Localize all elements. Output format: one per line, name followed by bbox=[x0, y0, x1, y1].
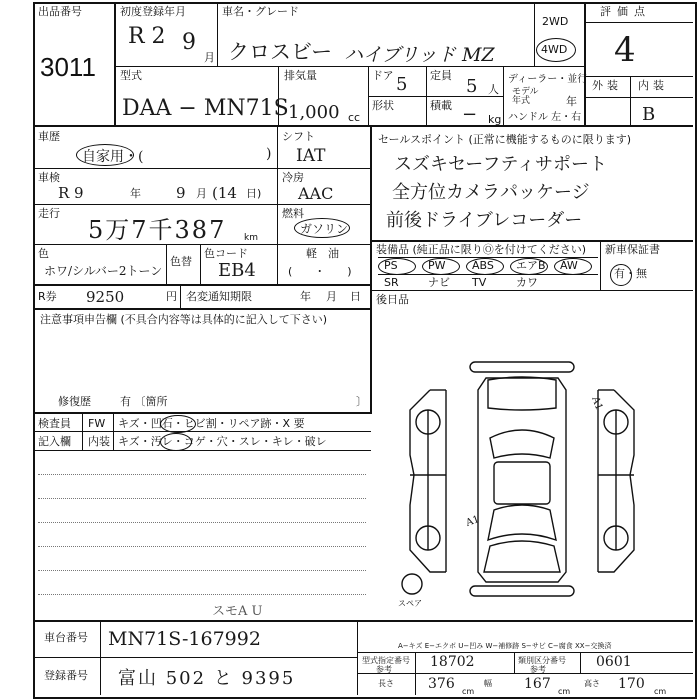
car-damage-diagram bbox=[390, 350, 690, 615]
drive-2wd-option: 2WD bbox=[542, 15, 569, 28]
load-label: 積載 bbox=[430, 99, 452, 112]
model-name: クロスビー bbox=[228, 40, 333, 64]
first-reg-era: R 2 bbox=[128, 24, 166, 49]
spare-tire-icon bbox=[402, 574, 422, 594]
sales-point-2: 全方位カメラパッケージ bbox=[392, 182, 590, 203]
ac-label: 冷房 bbox=[282, 171, 304, 184]
dealer-label: ディーラー・並行 bbox=[508, 74, 588, 85]
ref-label-1: 参考 bbox=[376, 665, 392, 674]
capacity-label: 定員 bbox=[430, 69, 452, 82]
dim-length-value: 376 bbox=[428, 676, 455, 692]
equipment-item-aw: AW bbox=[560, 259, 578, 272]
capacity-value: 5 bbox=[466, 76, 478, 97]
rating-value: 4 bbox=[614, 30, 636, 70]
mileage-unit: km bbox=[244, 233, 258, 243]
inspection-era: R 9 bbox=[58, 184, 84, 202]
model-grade-label: 車名・グレード bbox=[222, 5, 299, 18]
rating-label: 評価点 bbox=[600, 5, 651, 18]
warranty-value: 有・無 bbox=[614, 267, 647, 280]
first-reg-label: 初度登録年月 bbox=[120, 5, 186, 18]
rear-seat-label: 後日品 bbox=[376, 293, 409, 306]
class-value: 0601 bbox=[596, 654, 632, 670]
repair-value: 有 〔箇所 bbox=[120, 395, 168, 408]
doors-value: 5 bbox=[396, 74, 408, 95]
load-unit: kg bbox=[488, 113, 502, 126]
spare-label: スペア bbox=[398, 599, 422, 608]
first-reg-month-unit: 月 bbox=[204, 51, 215, 64]
equipment-item-leather: カワ bbox=[516, 276, 538, 289]
inspection-month: 9 bbox=[176, 184, 186, 202]
displacement-value: 1,000 bbox=[288, 102, 340, 123]
history-label: 車歴 bbox=[38, 130, 60, 143]
name-change-label: 名変通知期限 bbox=[186, 290, 252, 303]
color-code-label: 色コード bbox=[204, 247, 248, 260]
in-circle bbox=[160, 433, 192, 451]
name-change-year: 年 bbox=[300, 290, 311, 303]
fuel-alt-label: 軽 油 bbox=[306, 247, 339, 260]
in-text: キズ・汚レ・コゲ・穴・スレ・キレ・破レ bbox=[118, 435, 327, 448]
sales-point-3: 前後ドライブレコーダー bbox=[386, 210, 583, 231]
exterior-label: 外装 bbox=[592, 79, 622, 92]
chassis-label: 車台番号 bbox=[44, 631, 88, 644]
capacity-unit: 人 bbox=[488, 83, 499, 96]
dim-width-value: 167 bbox=[524, 676, 551, 692]
model-year-unit: 年 bbox=[566, 95, 577, 108]
in-label: 内装 bbox=[88, 435, 110, 448]
model-code: DAA − MN71S bbox=[122, 96, 289, 121]
equipment-label: 装備品 (純正品に限りⓄを付けてください) bbox=[376, 243, 587, 256]
dim-height-value: 170 bbox=[618, 676, 645, 692]
name-change-day: 日 bbox=[350, 290, 361, 303]
fuel-value: ガソリン bbox=[300, 222, 349, 236]
handle-label: ハンドル 左・右 bbox=[508, 112, 582, 123]
fw-label: FW bbox=[88, 417, 106, 430]
equipment-item-airbag: エアB bbox=[516, 259, 546, 272]
model-year-label: モデル年式 bbox=[512, 87, 539, 106]
dim-length-label: 長さ bbox=[378, 679, 394, 688]
grade: ハイブリッド MZ bbox=[344, 44, 495, 66]
interior-grade: B bbox=[642, 104, 656, 125]
type-cert-value: 18702 bbox=[430, 654, 475, 670]
inspector-label-1: 検査員 bbox=[38, 417, 71, 430]
displacement-unit: cc bbox=[348, 111, 361, 124]
damage-mark-a: A1 bbox=[589, 395, 605, 412]
fw-circle bbox=[160, 415, 196, 433]
equipment-item-tv: TV bbox=[472, 276, 487, 289]
rear-bumper-outline bbox=[470, 362, 574, 372]
sales-label: セールスポイント (正常に機能するものに限ります) bbox=[378, 133, 632, 146]
fw-text: キズ・凹石・ヒビ割・リペア跡・X 要 bbox=[118, 417, 305, 430]
doors-label: ドア bbox=[372, 69, 394, 82]
inspection-month-unit: 月 bbox=[196, 187, 207, 200]
history-close: ) bbox=[266, 146, 272, 162]
damage-legend: A−キズ E−エクボ U−凹み W−補修跡 S−サビ C−腐食 XX−交換済 bbox=[398, 642, 612, 650]
equipment-item-abs: ABS bbox=[472, 259, 494, 272]
dim-unit-2: cm bbox=[558, 687, 571, 696]
reg-value: 富山 502 と 9395 bbox=[118, 668, 296, 689]
recycle-label: R券 bbox=[38, 290, 57, 303]
reg-label: 登録番号 bbox=[44, 669, 88, 682]
interior-label: 内装 bbox=[638, 79, 668, 92]
inspection-label: 車検 bbox=[38, 171, 60, 184]
displacement-label: 排気量 bbox=[284, 69, 317, 82]
equipment-item-ps: PS bbox=[384, 259, 398, 272]
lot-label: 出品番号 bbox=[38, 5, 82, 18]
color-code: EB4 bbox=[218, 260, 256, 281]
inspector-note: スモA U bbox=[212, 604, 263, 619]
warranty-label: 新車保証書 bbox=[605, 243, 660, 256]
damage-mark-b: A1 bbox=[464, 514, 482, 529]
mileage-value: 5万7千387 bbox=[88, 216, 227, 244]
repair-close: 〕 bbox=[356, 395, 367, 408]
color-label: 色 bbox=[38, 247, 49, 260]
fuel-alt-paren: ( ・ ) bbox=[288, 265, 352, 278]
shift-label: シフト bbox=[282, 130, 315, 143]
name-change-month: 月 bbox=[326, 290, 337, 303]
shape-label: 形状 bbox=[372, 99, 394, 112]
shift-value: IAT bbox=[296, 146, 326, 166]
first-reg-month: 9 bbox=[182, 30, 196, 55]
mileage-label: 走行 bbox=[38, 207, 60, 220]
inspector-label-2: 記入欄 bbox=[38, 435, 71, 448]
equipment-item-pw: PW bbox=[428, 259, 446, 272]
class-label: 類別区分番号 bbox=[518, 656, 566, 665]
model-code-label: 型式 bbox=[120, 69, 142, 82]
ref-label-2: 参考 bbox=[530, 665, 546, 674]
recycle-unit: 円 bbox=[166, 290, 177, 303]
dim-unit-3: cm bbox=[654, 687, 667, 696]
load-value: − bbox=[462, 104, 478, 125]
notes-label: 注意事項申告欄 (不具合内容等は具体的に記入して下さい) bbox=[40, 313, 328, 326]
equipment-item-sr: SR bbox=[384, 276, 399, 289]
front-bumper-outline bbox=[470, 586, 574, 596]
color-change-label: 色替 bbox=[170, 255, 192, 268]
dim-height-label: 高さ bbox=[584, 679, 600, 688]
drive-4wd-option: 4WD bbox=[541, 43, 568, 56]
fuel-label: 燃料 bbox=[282, 207, 304, 220]
equipment-item-navi: ナビ bbox=[428, 276, 450, 289]
ac-value: AAC bbox=[298, 184, 334, 203]
lot-number: 3011 bbox=[40, 52, 96, 82]
chassis-value: MN71S-167992 bbox=[108, 628, 261, 650]
type-cert-label: 型式指定番号 bbox=[362, 656, 410, 665]
inspection-year-unit: 年 bbox=[130, 187, 141, 200]
inspection-day-unit: 日) bbox=[246, 187, 262, 200]
repair-label: 修復歴 bbox=[58, 395, 91, 408]
recycle-value: 9250 bbox=[86, 288, 125, 306]
inspection-day: (14 bbox=[212, 184, 237, 202]
dim-unit-1: cm bbox=[462, 687, 475, 696]
history-value: 自家用・( bbox=[82, 149, 144, 165]
color-value: ホワ/シルバー2トーン bbox=[44, 264, 163, 278]
dim-width-label: 幅 bbox=[484, 679, 492, 688]
sales-point-1: スズキセーフティサポート bbox=[394, 154, 607, 175]
